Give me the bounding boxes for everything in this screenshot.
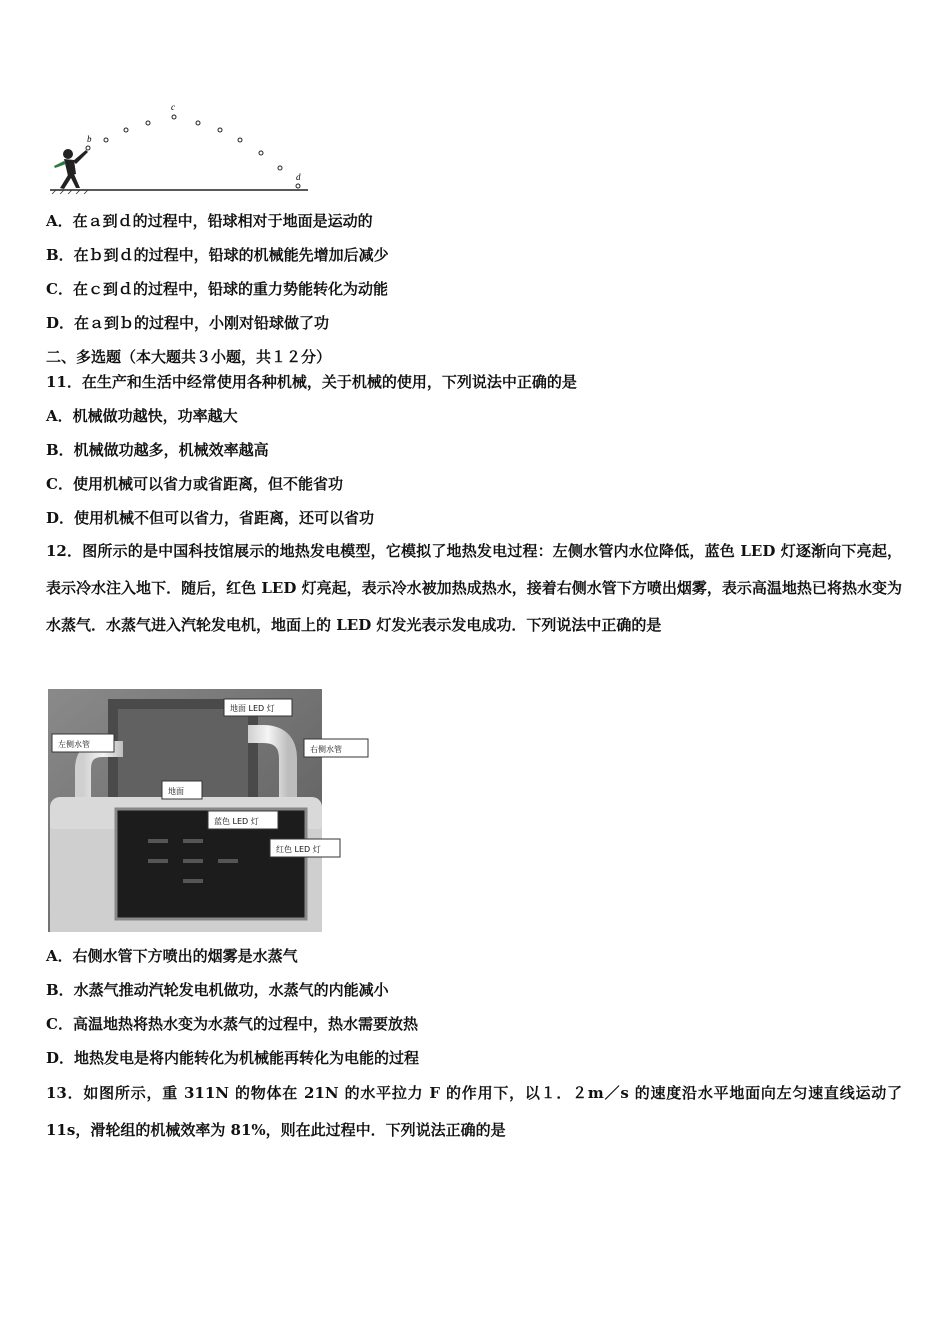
q10-option-a: A．在ａ到ｄ的过程中，铅球相对于地面是运动的: [46, 212, 373, 230]
label-left-pipe: 左侧水管: [58, 740, 90, 749]
q12-option-b: B．水蒸气推动汽轮发电机做功，水蒸气的内能减小: [46, 981, 389, 999]
label-blue-led: 蓝色 LED 灯: [214, 817, 259, 826]
q11-option-d: D．使用机械不但可以省力，省距离，还可以省功: [46, 509, 375, 527]
section-title: 二、多选题（本大题共３小题，共１２分）: [46, 348, 332, 366]
q11-option-b: B．机械做功越多，机械效率越高: [46, 441, 269, 459]
q10-option-c: C．在ｃ到ｄ的过程中，铅球的重力势能转化为动能: [46, 280, 388, 298]
q12-option-d: D．地热发电是将内能转化为机械能再转化为电能的过程: [46, 1049, 420, 1067]
label-right-pipe: 右侧水管: [310, 745, 342, 754]
q13-stem: 13．如图所示，重 311N 的物体在 21N 的水平拉力 F 的作用下，以１．２m／s 的速度沿水平地面向左匀速直线运动了11s，滑轮组的机械效率为 81%，则在此过程中．下列说法正确的是: [46, 1084, 902, 1139]
label-b: b: [87, 134, 92, 144]
label-ground: 地面: [168, 787, 184, 796]
label-ground-led: 地面 LED 灯: [230, 704, 275, 713]
q11-option-a: A．机械做功越快，功率越大: [46, 407, 238, 425]
q12-stem: 12．图所示的是中国科技馆展示的地热发电模型，它模拟了地热发电过程：左侧水管内水位降低，蓝色 LED 灯逐渐向下亮起，表示冷水注入地下．随后，红色 LED 灯亮起，表示冷水被加热成热水，接着右侧水管下方喷出烟雾，表示高温地热已将热水变为水蒸气．水蒸气进入汽轮发电机，地面上的 LED 灯发光表示发电成功．下列说法中正确的是: [46, 542, 902, 634]
shot-put-trajectory-figure: [46, 98, 316, 198]
q11-option-c: C．使用机械可以省力或省距离，但不能省功: [46, 475, 343, 493]
athlete-icon: [54, 149, 88, 189]
q12-option-a: A．右侧水管下方喷出的烟雾是水蒸气: [46, 947, 298, 965]
label-red-led: 红色 LED 灯: [276, 845, 321, 854]
label-d: d: [296, 172, 301, 182]
label-c: c: [171, 102, 175, 112]
q10-option-b: B．在ｂ到ｄ的过程中，铅球的机械能先增加后减少: [46, 246, 389, 264]
geothermal-model-figure: [48, 689, 342, 932]
q10-option-d: D．在ａ到ｂ的过程中，小刚对铅球做了功: [46, 314, 330, 332]
q12-option-c: C．高温地热将热水变为水蒸气的过程中，热水需要放热: [46, 1015, 418, 1033]
q11-stem: 11．在生产和生活中经常使用各种机械，关于机械的使用，下列说法中正确的是: [46, 373, 577, 391]
